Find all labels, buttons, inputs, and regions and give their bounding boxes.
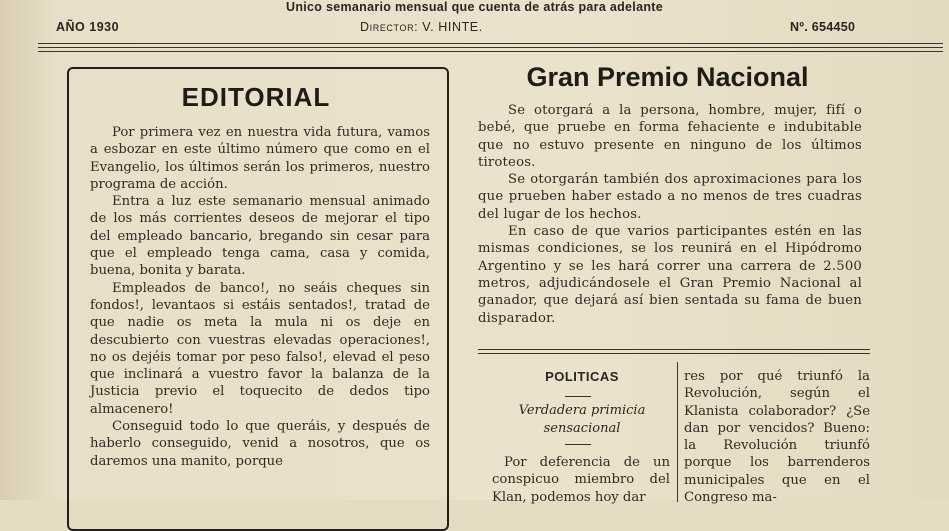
ornament-dash xyxy=(565,444,591,445)
prize-paragraph: Se otorgarán también dos aproximaciones para los que prueben haber estado a no menos de tres cuadras del lugar de los hechos. xyxy=(478,172,862,222)
editorial-title: EDITORIAL xyxy=(181,82,331,112)
issue-number: Nº. 654450 xyxy=(790,20,856,34)
politicas-paragraph: Por deferencia de un conspicuo miembro del Klan, podemos hoy dar xyxy=(492,455,670,505)
editorial-paragraph: Conseguid todo lo que queráis, y después de haberlo conseguido, venid a nosotros, que os daremos una manito, porque xyxy=(90,419,430,469)
politicas-continuation-paragraph: res por qué triunfó la Revolución, según el Klanista colaborador? ¿Se dan por vencidos? Bueno: la Revolución triunfó porque los barrenderos municipales que en el Congreso ma- xyxy=(684,369,870,506)
ornament-dash xyxy=(565,396,591,397)
masthead-rule xyxy=(38,51,943,52)
prize-body xyxy=(478,102,862,327)
editorial-body xyxy=(90,124,430,470)
section-divider xyxy=(478,353,870,354)
masthead-tagline: Unico semanario mensual que cuenta de atrás para adelante xyxy=(286,0,663,14)
issue-year: AÑO 1930 xyxy=(56,20,120,34)
prize-paragraph: En caso de que varios participantes estén en las mismas condiciones, se los reunirá en el Hipódromo Argentino y se les hará correr una carrera de 2.500 metros, adjudicándosele el Gran Premio Nacional al ganador, que dejará así bien sentada su fama de buen disparador. xyxy=(478,224,862,326)
masthead-rule xyxy=(38,47,943,48)
director-line: Director: V. HINTE. xyxy=(360,20,483,34)
politicas-title: POLITICAS xyxy=(545,369,619,384)
editorial-paragraph: Entra a luz este semanario mensual animado de los más corrientes deseos de mejorar el tipo del empleado bancario, bregando sin cesar para que el empleado tenga cama, casa y comida, buena, bonita y barata. xyxy=(90,194,430,279)
politicas-body xyxy=(492,454,670,506)
politicas-subtitle: Verdadera primicia sensacional xyxy=(518,403,646,436)
section-divider xyxy=(478,349,870,350)
prize-paragraph: Se otorgará a la persona, hombre, mujer, fifí o bebé, que pruebe en forma fehaciente e indubitable que no estuvo presente en ninguno de los últimos tiroteos. xyxy=(478,103,862,170)
prize-title: Gran Premio Nacional xyxy=(526,62,809,92)
editorial-paragraph: Empleados de banco!, no seáis cheques sin fondos!, levantaos si estáis sentados!, tratad de que nadie os meta la mula ni os deje en descubierto con vuestras elevadas operaciones!, no os dejéis tomar por peso falso!, elevad el peso que inclinará a vuestro favor la balanza de la Justicia previo el toquecito de dedos tipo almacenero! xyxy=(90,280,430,417)
column-divider xyxy=(677,362,678,502)
politicas-continuation xyxy=(684,368,870,506)
masthead-rule xyxy=(38,43,943,44)
editorial-paragraph: Por primera vez en nuestra vida futura, vamos a esbozar en este último número que como en el Evangelio, los últimos serán los primeros, nuestro programa de acción. xyxy=(90,125,430,192)
